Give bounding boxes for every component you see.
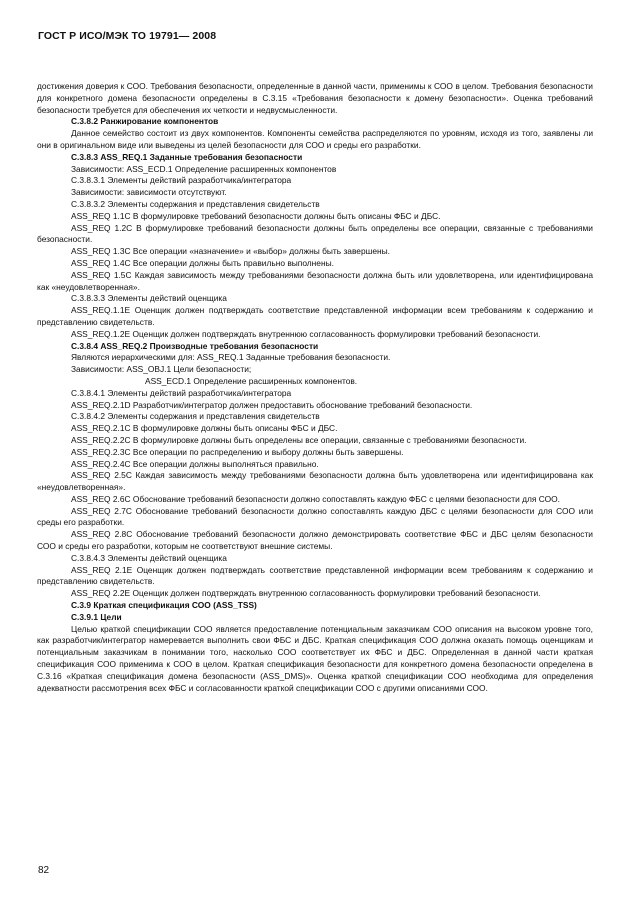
paragraph: ASS_REQ.1.2E Оценщик должен подтверждать внутреннюю согласованность формулировки требований безопасности. bbox=[71, 328, 541, 339]
section-heading: С.3.8.3 ASS_REQ.1 Заданные требования безопасности bbox=[71, 151, 303, 162]
paragraph: С.3.8.3.3 Элементы действий оценщика bbox=[71, 293, 227, 304]
paragraph: ASS_REQ.2.3C Все операции по распределению и выбору должны быть завершены. bbox=[71, 446, 404, 457]
paragraph: ASS_REQ.2.2C В формулировке должны быть определены все операции, связанные с требованиями безопасности. bbox=[71, 434, 527, 445]
paragraph: Зависимости: ASS_OBJ.1 Цели безопасности; bbox=[71, 364, 252, 375]
document-body bbox=[37, 81, 593, 694]
paragraph: ASS_REQ.2.1C В формулировке должны быть описаны ФБС и ДБС. bbox=[71, 423, 338, 434]
paragraph: ASS_REQ 2.1E Оценщик должен подтверждать соответствие представленной информации всем требованиям к содержанию и представлению свидетельств. bbox=[37, 564, 593, 587]
paragraph: ASS_REQ 2.7C Обоснование требований безопасности должно сопоставлять каждую ДБС с целями безопасности для СОО или среды его разработки. bbox=[37, 505, 593, 528]
paragraph: ASS_REQ 1.4C Все операции должны быть правильно выполнены. bbox=[71, 257, 334, 268]
paragraph: Зависимости: зависимости отсутствуют. bbox=[71, 187, 227, 198]
paragraph: ASS_REQ 2.5C Каждая зависимость между требованиями безопасности должна быть удовлетворена или идентифицирована как «неудовлетворенная». bbox=[37, 470, 593, 493]
paragraph: ASS_ECD.1 Определение расширенных компонентов. bbox=[145, 375, 358, 386]
paragraph: ASS_REQ.2.4C Все операции должны выполняться правильно. bbox=[71, 458, 319, 469]
paragraph: С.3.8.4.2 Элементы содержания и представления свидетельств bbox=[71, 411, 320, 422]
section-heading: С.3.8.2 Ранжирование компонентов bbox=[71, 116, 219, 127]
paragraph: ASS_REQ.2.1D Разработчик/интегратор должен предоставить обоснование требований безопасности. bbox=[71, 399, 473, 410]
paragraph: Данное семейство состоит из двух компонентов. Компоненты семейства распределяются по уровням, исходя из того, заявлены ли они в оригинальном виде или выведены из целей безопасности для СОО и среды его разработки. bbox=[37, 128, 593, 150]
paragraph: ASS_REQ 1.5C Каждая зависимость между требованиями безопасности должна быть или удовлетворена, или идентифицирована как «неудовлетворенная». bbox=[37, 269, 593, 292]
paragraph: Зависимости: ASS_ECD.1 Определение расширенных компонентов bbox=[71, 163, 337, 174]
paragraph: ASS_REQ 1.3C Все операции «назначение» и «выбор» должны быть завершены. bbox=[71, 246, 390, 257]
section-heading: С.3.8.4 ASS_REQ.2 Производные требования безопасности bbox=[71, 340, 319, 351]
paragraph: С.3.8.4.3 Элементы действий оценщика bbox=[71, 552, 227, 563]
paragraph: ASS_REQ 2.2E Оценщик должен подтверждать внутреннюю согласованность формулировки требований безопасности. bbox=[71, 588, 541, 599]
paragraph: Являются иерархическими для: ASS_REQ.1 Заданные требования безопасности. bbox=[71, 352, 391, 363]
paragraph: Целью краткой спецификации СОО является предоставление потенциальным заказчикам СОО описания на высоком уровне того, как разработчик/интегратор намеревается выполнить свои ФБС и ДБС. Краткая спецификация СОО должна оказать помощь оценщикам и потенциальным заказчикам в понимании того, насколько СОО соответствует их ФБС и ДБС. Определенная в данной части краткая спецификация СОО применима к СОО в целом. Краткая спецификация безопасности для конкретного домена безопасности определена в С.3.16 «Краткая спецификация домена безопасности (ASS_DMS)». Оценка краткой спецификации СОО необходима для определения адекватности рассмотрения всех ФБС и согласованности краткой спецификации СОО с другими описаниями СОО. bbox=[37, 623, 593, 693]
paragraph: ASS_REQ 1.2C В формулировке требований безопасности должны быть определены все операции, связанные с требованиями безопасности. bbox=[37, 222, 593, 245]
section-heading: С.3.9.1 Цели bbox=[71, 611, 122, 622]
paragraph: ASS_REQ 2.6C Обоснование требований безопасности должно сопоставлять каждую ФБС с целями безопасности для СОО. bbox=[71, 493, 560, 504]
section-heading: С.3.9 Краткая спецификация СОО (ASS_TSS) bbox=[71, 600, 257, 611]
paragraph: С.3.8.3.1 Элементы действий разработчика/интегратора bbox=[71, 175, 292, 186]
paragraph: ASS_REQ 2.8C Обоснование требований безопасности должно демонстрировать соответствие ФБС и ДБС целям безопасности СОО и среды его разработки, которым не соответствуют внешние системы. bbox=[37, 529, 593, 552]
paragraph: ASS_REQ 1.1C В формулировке требований безопасности должны быть описаны ФБС и ДБС. bbox=[71, 210, 441, 221]
page-header: ГОСТ Р ИСО/МЭК ТО 19791— 2008 bbox=[38, 30, 217, 42]
paragraph: ASS_REQ.1.1E Оценщик должен подтверждать соответствие представленной информации всем требованиям к содержанию и представлению свидетельств. bbox=[37, 305, 593, 327]
page-number: 82 bbox=[38, 865, 50, 876]
paragraph: С.3.8.3.2 Элементы содержания и представления свидетельств bbox=[71, 198, 320, 209]
paragraph: С.3.8.4.1 Элементы действий разработчика/интегратора bbox=[71, 387, 292, 398]
paragraph: достижения доверия к СОО. Требования безопасности, определенные в данной части, применимы к СОО в целом. Требования безопасности для конкретного домена безопасности определены в С.3.15 «Требования безопасности к домену безопасности». Оценка требований безопасности требуется для обеспечения их четкости и недвусмысленности. bbox=[37, 81, 593, 115]
